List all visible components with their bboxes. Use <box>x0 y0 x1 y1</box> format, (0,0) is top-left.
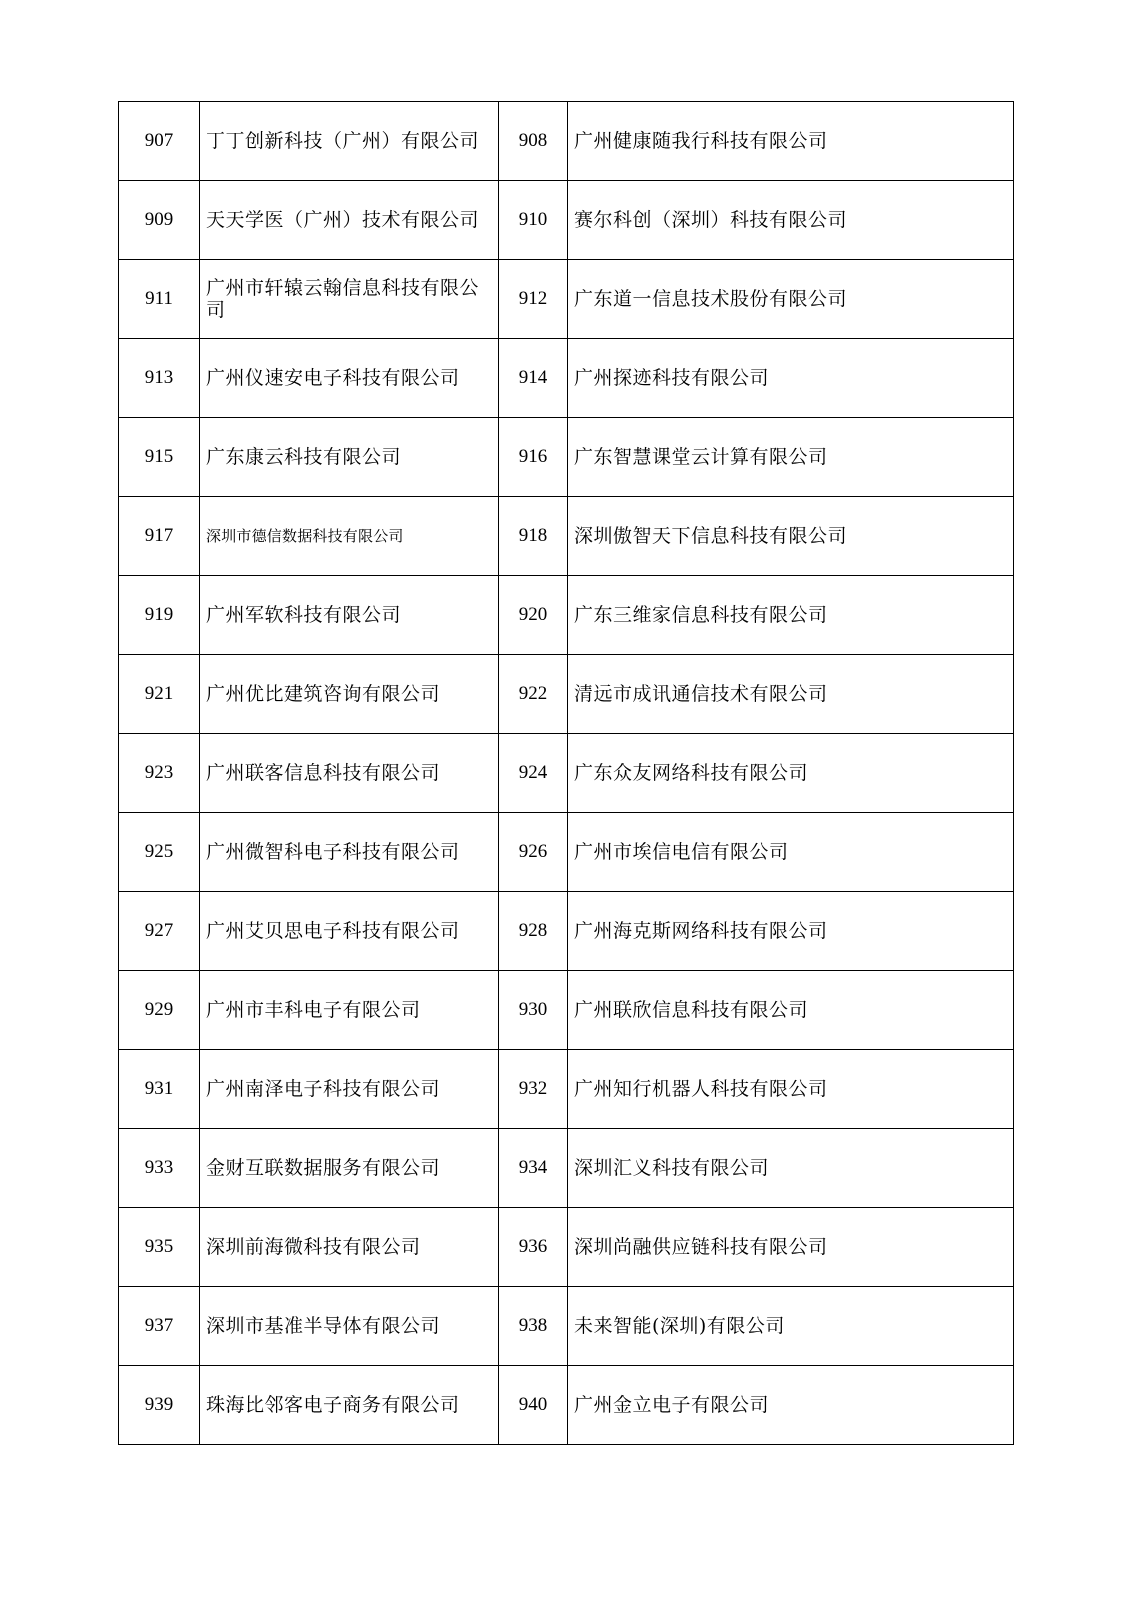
table-row <box>119 497 1014 576</box>
right-number: 934 <box>499 1129 568 1208</box>
table-row <box>119 418 1014 497</box>
left-company-name: 金财互联数据服务有限公司 <box>200 1129 499 1208</box>
right-company-name: 广东众友网络科技有限公司 <box>568 734 1014 813</box>
right-number: 926 <box>499 813 568 892</box>
left-company-name: 深圳前海微科技有限公司 <box>200 1208 499 1287</box>
table-row <box>119 181 1014 260</box>
right-number: 916 <box>499 418 568 497</box>
right-number: 908 <box>499 102 568 181</box>
left-number: 933 <box>119 1129 200 1208</box>
table-row <box>119 734 1014 813</box>
right-number: 924 <box>499 734 568 813</box>
left-company-name: 珠海比邻客电子商务有限公司 <box>200 1366 499 1445</box>
left-company-name: 丁丁创新科技（广州）有限公司 <box>200 102 499 181</box>
right-company-name: 清远市成讯通信技术有限公司 <box>568 655 1014 734</box>
table-row <box>119 1366 1014 1445</box>
right-company-name: 深圳汇义科技有限公司 <box>568 1129 1014 1208</box>
right-company-name: 广州探迹科技有限公司 <box>568 339 1014 418</box>
table-row <box>119 260 1014 339</box>
right-company-name: 广州知行机器人科技有限公司 <box>568 1050 1014 1129</box>
right-company-name: 广州联欣信息科技有限公司 <box>568 971 1014 1050</box>
table-row <box>119 1287 1014 1366</box>
table-row <box>119 339 1014 418</box>
table-row <box>119 576 1014 655</box>
table-row <box>119 102 1014 181</box>
right-number: 922 <box>499 655 568 734</box>
table-row <box>119 813 1014 892</box>
right-company-name: 广东道一信息技术股份有限公司 <box>568 260 1014 339</box>
right-number: 930 <box>499 971 568 1050</box>
left-company-name: 广州优比建筑咨询有限公司 <box>200 655 499 734</box>
right-number: 938 <box>499 1287 568 1366</box>
left-number: 935 <box>119 1208 200 1287</box>
right-company-name: 未来智能(深圳)有限公司 <box>568 1287 1014 1366</box>
left-number: 925 <box>119 813 200 892</box>
right-number: 910 <box>499 181 568 260</box>
left-number: 939 <box>119 1366 200 1445</box>
right-number: 914 <box>499 339 568 418</box>
right-company-name: 赛尔科创（深圳）科技有限公司 <box>568 181 1014 260</box>
right-company-name: 广州市埃信电信有限公司 <box>568 813 1014 892</box>
table-row <box>119 1208 1014 1287</box>
right-company-name: 广东三维家信息科技有限公司 <box>568 576 1014 655</box>
right-number: 936 <box>499 1208 568 1287</box>
right-company-name: 广州海克斯网络科技有限公司 <box>568 892 1014 971</box>
left-company-name: 广州微智科电子科技有限公司 <box>200 813 499 892</box>
table-row <box>119 655 1014 734</box>
left-company-name: 广州南泽电子科技有限公司 <box>200 1050 499 1129</box>
left-number: 911 <box>119 260 200 339</box>
left-number: 917 <box>119 497 200 576</box>
left-number: 907 <box>119 102 200 181</box>
right-company-name: 广州金立电子有限公司 <box>568 1366 1014 1445</box>
left-number: 909 <box>119 181 200 260</box>
table-row <box>119 1129 1014 1208</box>
left-company-name: 广东康云科技有限公司 <box>200 418 499 497</box>
left-company-name: 深圳市基准半导体有限公司 <box>200 1287 499 1366</box>
right-company-name: 深圳傲智天下信息科技有限公司 <box>568 497 1014 576</box>
left-company-name: 广州军软科技有限公司 <box>200 576 499 655</box>
right-number: 928 <box>499 892 568 971</box>
company-table <box>118 101 1014 1445</box>
right-company-name: 广东智慧课堂云计算有限公司 <box>568 418 1014 497</box>
right-number: 918 <box>499 497 568 576</box>
left-number: 931 <box>119 1050 200 1129</box>
left-number: 923 <box>119 734 200 813</box>
left-number: 921 <box>119 655 200 734</box>
left-number: 915 <box>119 418 200 497</box>
left-company-name: 广州市丰科电子有限公司 <box>200 971 499 1050</box>
left-number: 929 <box>119 971 200 1050</box>
left-number: 927 <box>119 892 200 971</box>
right-number: 920 <box>499 576 568 655</box>
left-company-name: 广州市轩辕云翰信息科技有限公司 <box>200 260 499 339</box>
table-row <box>119 971 1014 1050</box>
left-company-name: 广州联客信息科技有限公司 <box>200 734 499 813</box>
right-company-name: 深圳尚融供应链科技有限公司 <box>568 1208 1014 1287</box>
left-company-name: 天天学医（广州）技术有限公司 <box>200 181 499 260</box>
left-number: 913 <box>119 339 200 418</box>
table-row <box>119 1050 1014 1129</box>
left-company-name: 广州仪速安电子科技有限公司 <box>200 339 499 418</box>
right-number: 940 <box>499 1366 568 1445</box>
left-company-name: 广州艾贝思电子科技有限公司 <box>200 892 499 971</box>
table-row <box>119 892 1014 971</box>
right-number: 932 <box>499 1050 568 1129</box>
right-company-name: 广州健康随我行科技有限公司 <box>568 102 1014 181</box>
left-number: 919 <box>119 576 200 655</box>
left-company-name: 深圳市德信数据科技有限公司 <box>200 497 499 576</box>
left-number: 937 <box>119 1287 200 1366</box>
right-number: 912 <box>499 260 568 339</box>
